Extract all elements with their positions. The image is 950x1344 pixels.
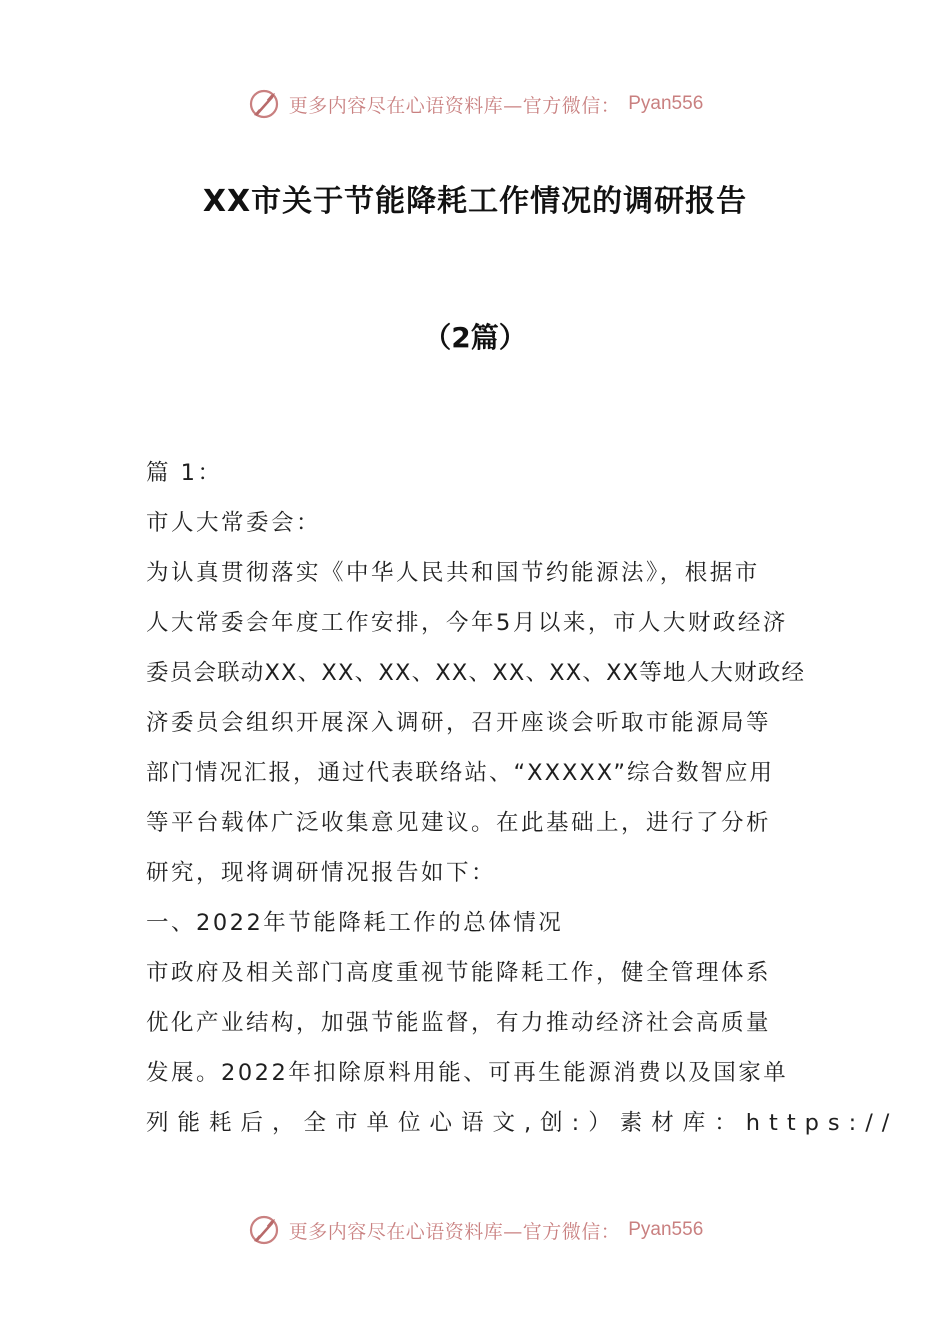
body-line: 等平台载体广泛收集意见建议。在此基础上，进行了分析 — [146, 810, 772, 836]
section-label: 篇 1： — [146, 460, 223, 486]
header-watermark-banner — [0, 82, 950, 126]
watermark-text: 更多内容尽在心语资料库—官方微信： — [288, 94, 621, 117]
body-line: 人大常委会年度工作安排，今年5月以来，市人大财政经济 — [146, 610, 788, 636]
salutation: 市人大常委会： — [146, 510, 322, 536]
quill-logo-icon — [247, 87, 281, 121]
watermark-text: 更多内容尽在心语资料库—官方微信： — [288, 1220, 621, 1243]
body-line: 发展。2022年扣除原料用能、可再生能源消费以及国家单 — [146, 1060, 789, 1086]
body-line: 部门情况汇报，通过代表联络站、“XXXXX”综合数智应用 — [146, 760, 774, 786]
body-line: 列能耗后，全市单位心语文,创:）素材库：https:// — [146, 1110, 899, 1136]
body-line: 研究，现将调研情况报告如下： — [146, 860, 497, 886]
footer-watermark-banner — [0, 1208, 950, 1252]
document-title: XX市关于节能降耗工作情况的调研报告 — [202, 184, 748, 219]
body-line: 市政府及相关部门高度重视节能降耗工作，健全管理体系 — [146, 960, 772, 986]
body-line: 为认真贯彻落实《中华人民共和国节约能源法》，根据市 — [146, 560, 760, 586]
body-line: 济委员会组织开展深入调研，召开座谈会听取市能源局等 — [146, 710, 772, 736]
section-heading: 一、2022年节能降耗工作的总体情况 — [146, 910, 564, 936]
wechat-id: Pyan556 — [628, 1219, 704, 1240]
quill-logo-icon — [247, 1213, 281, 1247]
body-line: 委员会联动XX、XX、XX、XX、XX、XX、XX等地人大财政经 — [146, 660, 806, 686]
body-line: 优化产业结构，加强节能监督，有力推动经济社会高质量 — [146, 1010, 772, 1036]
document-body — [146, 448, 899, 1148]
wechat-id: Pyan556 — [628, 93, 704, 114]
document-subtitle: （2篇） — [423, 321, 527, 354]
